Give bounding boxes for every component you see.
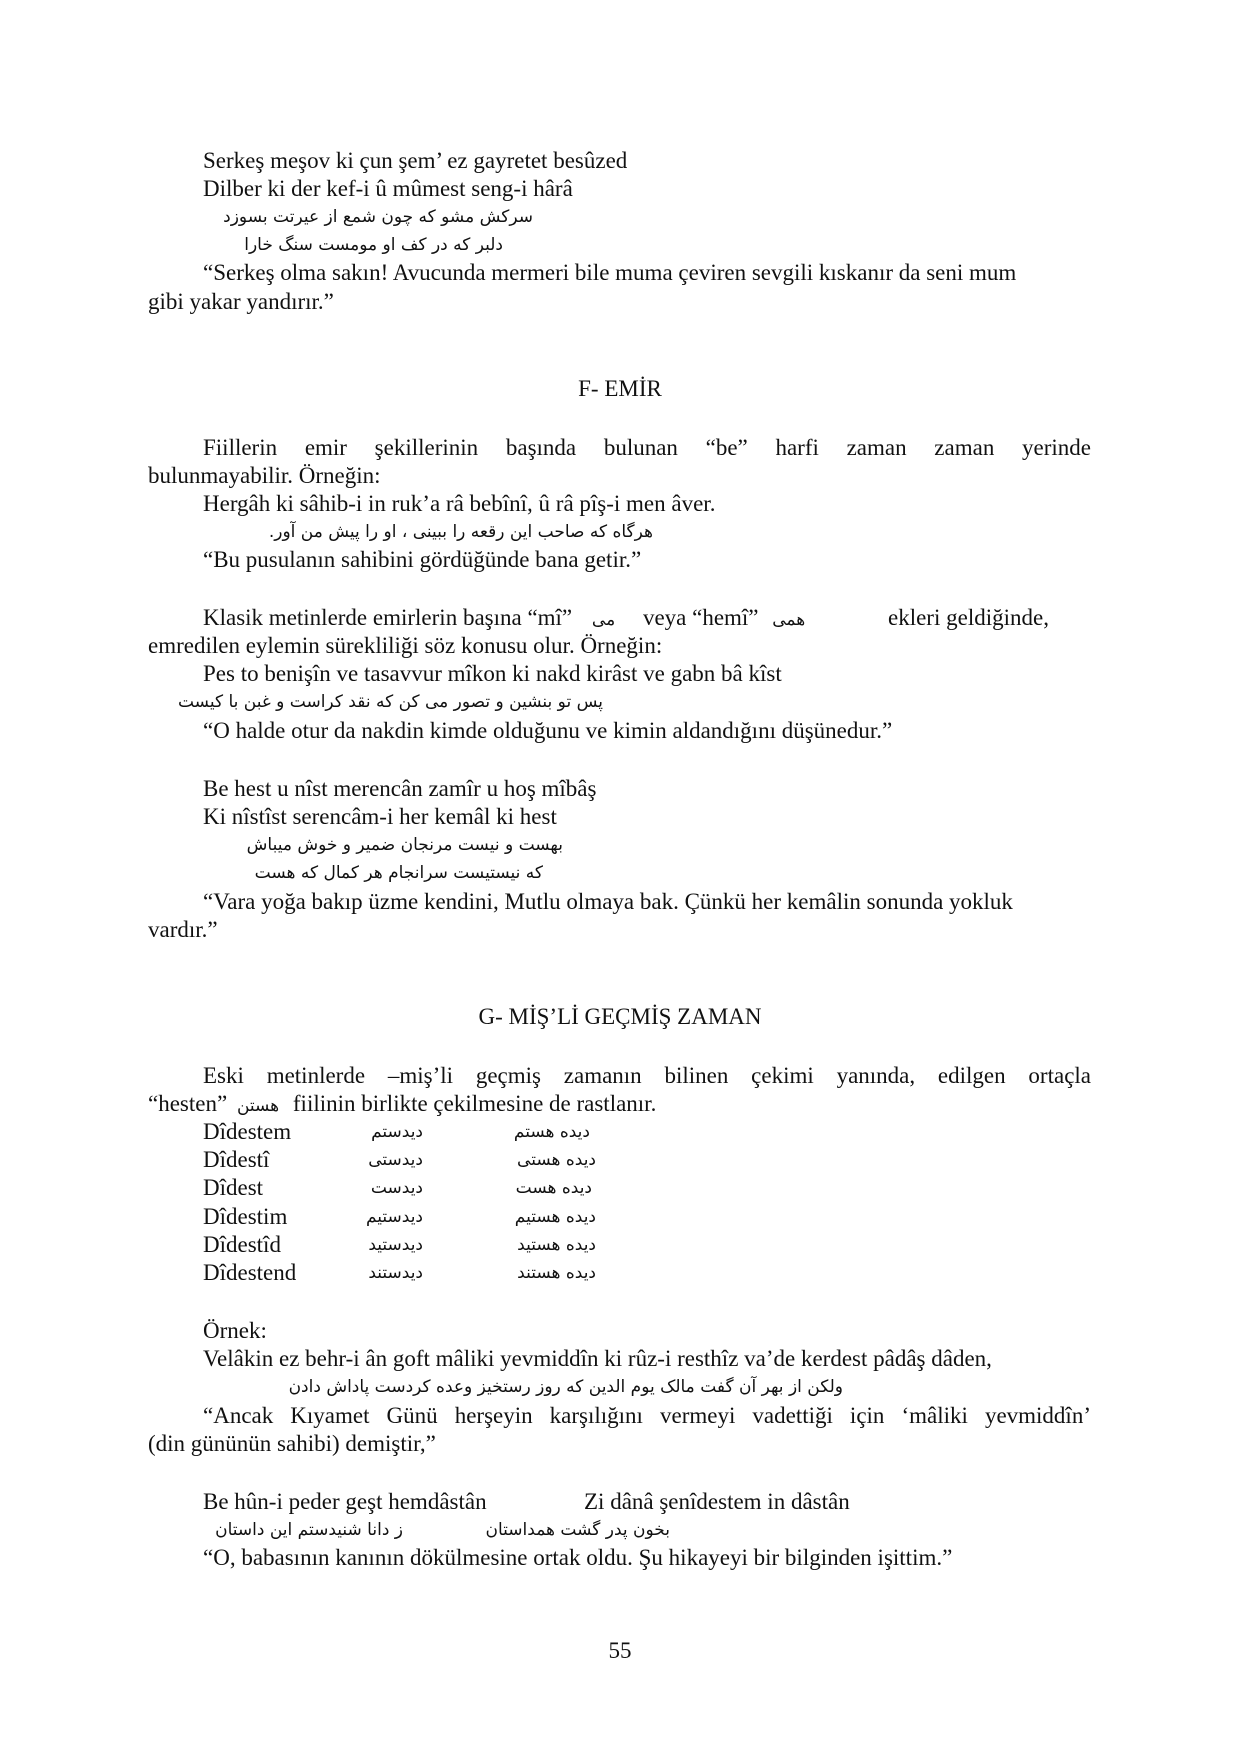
poem-line: Be hûn-i peder geşt hemdâstân xyxy=(203,1489,487,1514)
paragraph-text: “hesten” xyxy=(148,1091,228,1116)
persian-word: هستن xyxy=(236,1096,280,1116)
persian-line: بخون پدر گشت همداستان xyxy=(485,1520,670,1540)
persian-word: می xyxy=(591,610,616,630)
table-cell-persian: دیده هستید xyxy=(517,1235,596,1255)
translation-line: gibi yakar yandırır.” xyxy=(148,289,334,314)
persian-line: هرگاه که صاحب این رقعه را ببینی ، او را پیش من آور. xyxy=(268,522,653,542)
paragraph-line: Fiillerin emir şekillerinin başında bulunan “be” harfi zaman zaman yerinde xyxy=(203,435,1091,460)
persian-line: پس تو بنشین و تصور می کن که نقد کراست و غبن با کیست xyxy=(177,692,603,712)
translation-line: “O halde otur da nakdin kimde olduğunu ve kimin aldandığını düşünedur.” xyxy=(203,718,893,743)
table-cell-persian: دیدستند xyxy=(368,1263,423,1283)
example-label: Örnek: xyxy=(203,1318,267,1343)
table-cell-latin: Dîdest xyxy=(203,1175,264,1200)
persian-word: همی xyxy=(772,610,806,630)
translation-line: vardır.” xyxy=(148,917,218,942)
paragraph-line: bulunmayabilir. Örneğin: xyxy=(148,463,381,488)
translation-line: (din gününün sahibi) demiştir,” xyxy=(148,1431,436,1456)
table-cell-persian: دیدستید xyxy=(368,1235,423,1255)
paragraph-line-end: ekleri geldiğinde, xyxy=(888,605,1049,630)
table-cell-persian: دیده هستی xyxy=(517,1150,596,1170)
paragraph-line: emredilen eylemin sürekliliği söz konusu olur. Örneğin: xyxy=(148,633,663,658)
example-line: Hergâh ki sâhib-i in ruk’a râ bebînî, û râ pîş-i men âver. xyxy=(203,491,716,516)
paragraph-line: Eski metinlerde –miş’li geçmiş zamanın bilinen çekimi yanında, edilgen ortaçla xyxy=(203,1063,1091,1088)
persian-line: ز دانا شنیدستم این داستان xyxy=(215,1520,403,1540)
section-heading: F- EMİR xyxy=(578,376,662,401)
poem-line: Serkeş meşov ki çun şem’ ez gayretet besûzed xyxy=(203,148,628,173)
translation-line: “O, babasının kanının dökülmesine ortak oldu. Şu hikayeyi bir bilginden işittim.” xyxy=(203,1545,953,1570)
paragraph-line xyxy=(148,1090,656,1120)
paragraph-text: Klasik metinlerde emirlerin başına “mî” xyxy=(203,605,573,630)
table-cell-latin: Dîdestî xyxy=(203,1147,270,1172)
paragraph-text: veya “hemî” xyxy=(642,605,759,630)
persian-line: دلبر که در کف او مومست سنگ خارا xyxy=(244,235,503,255)
paragraph-text: fiilinin birlikte çekilmesine de rastlanır. xyxy=(292,1091,657,1116)
table-cell-persian: دیدست xyxy=(370,1178,423,1198)
table-cell-persian: دیده هستند xyxy=(517,1263,596,1283)
table-cell-persian: دیده هستم xyxy=(513,1122,590,1142)
translation-line: “Vara yoğa bakıp üzme kendini, Mutlu olmaya bak. Çünkü her kemâlin sonunda yokluk xyxy=(203,889,1013,914)
example-line: Velâkin ez behr-i ân goft mâliki yevmiddîn ki rûz-i resthîz va’de kerdest pâdâş dâden, xyxy=(203,1346,992,1371)
page-number: 55 xyxy=(608,1638,632,1663)
paragraph-line xyxy=(203,604,805,634)
table-cell-latin: Dîdestend xyxy=(203,1260,297,1285)
section-heading: G- MİŞ’Lİ GEÇMİŞ ZAMAN xyxy=(478,1004,762,1029)
poem-line: Ki nîstîst serencâm-i her kemâl ki hest xyxy=(203,804,557,829)
table-cell-persian: دیده هستیم xyxy=(514,1207,596,1227)
poem-line: Dilber ki der kef-i û mûmest seng-i hârâ xyxy=(203,176,573,201)
translation-line: “Serkeş olma sakın! Avucunda mermeri bile muma çeviren sevgili kıskanır da seni mum xyxy=(203,260,1017,285)
persian-line: بهست و نیست مرنجان ضمیر و خوش میباش xyxy=(246,835,563,855)
table-cell-persian: دیده هست xyxy=(515,1178,592,1198)
translation-line: “Bu pusulanın sahibini gördüğünde bana getir.” xyxy=(203,547,642,572)
table-cell-latin: Dîdestîd xyxy=(203,1232,281,1257)
table-cell-latin: Dîdestim xyxy=(203,1204,288,1229)
poem-line: Be hest u nîst merencân zamîr u hoş mîbâş xyxy=(203,776,597,801)
persian-line: که نیستیست سرانجام هر کمال که هست xyxy=(254,863,543,883)
poem-line: Zi dânâ şenîdestem in dâstân xyxy=(584,1489,850,1514)
persian-line: ولکن از بهر آن گفت مالک یوم الدین که روز رستخیز وعده کردست پاداش دادن xyxy=(288,1377,843,1397)
table-cell-persian: دیدستم xyxy=(371,1122,423,1142)
table-cell-latin: Dîdestem xyxy=(203,1119,292,1144)
table-cell-persian: دیدستیم xyxy=(365,1207,423,1227)
translation-line: “Ancak Kıyamet Günü herşeyin karşılığını vermeyi vadettiği için ‘mâliki yevmiddîn’ xyxy=(203,1403,1091,1428)
example-line: Pes to benişîn ve tasavvur mîkon ki nakd kirâst ve gabn bâ kîst xyxy=(203,661,782,686)
persian-line: سرکش مشو که چون شمع از عیرتت بسوزد xyxy=(223,207,533,227)
table-cell-persian: دیدستی xyxy=(368,1150,423,1170)
